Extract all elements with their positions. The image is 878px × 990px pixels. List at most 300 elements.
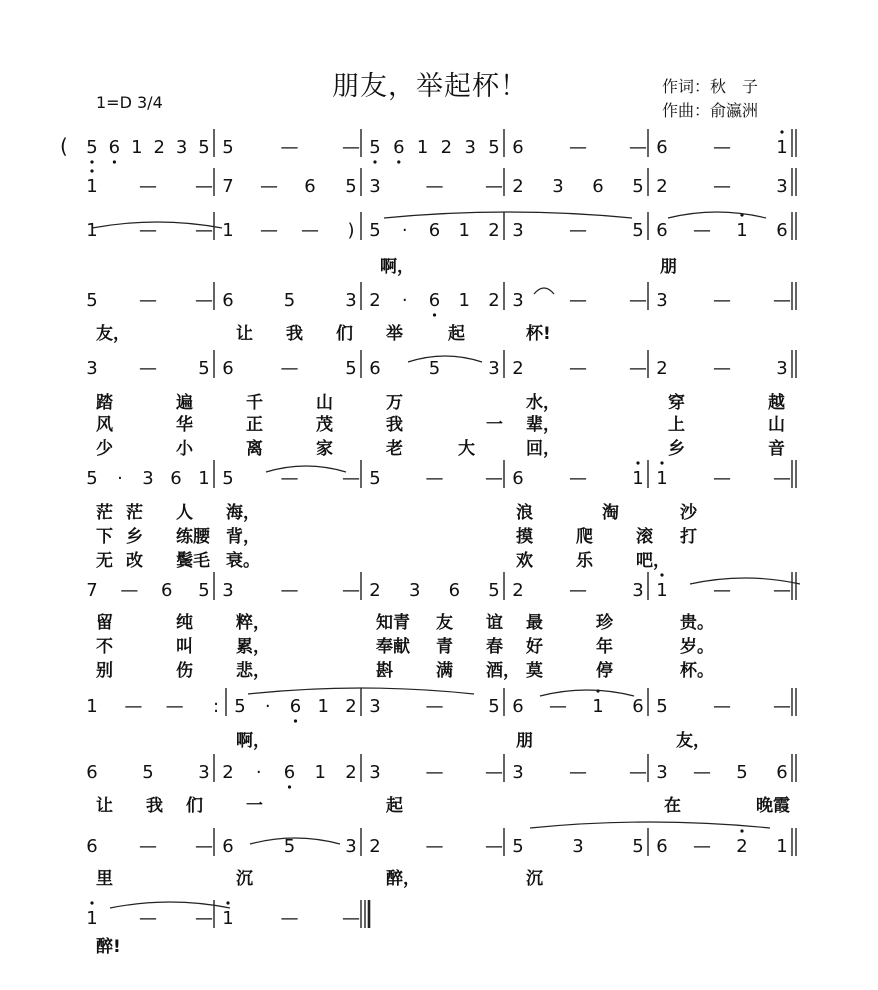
- lyric-syllable: 下: [96, 527, 113, 547]
- note: 5: [632, 836, 644, 857]
- note: —: [139, 176, 157, 197]
- note: 3: [175, 137, 188, 158]
- lyric-syllable: 风: [96, 415, 113, 435]
- note: —: [195, 290, 213, 311]
- note: —: [693, 762, 711, 783]
- high-octave-dot: [780, 130, 783, 133]
- lyric-syllable: 乐: [576, 551, 593, 571]
- note: 6: [289, 696, 302, 717]
- note: —: [165, 696, 184, 717]
- note: 1: [416, 137, 429, 158]
- note: —: [425, 836, 444, 857]
- note: —: [139, 220, 157, 241]
- note: —: [425, 696, 444, 717]
- note: 5: [222, 137, 234, 158]
- composer-credit: 作曲：俞瀛洲: [662, 101, 759, 120]
- note: 5: [345, 176, 357, 197]
- lyric-syllable: 水，: [526, 393, 560, 413]
- note: —: [280, 908, 299, 929]
- note: 2: [440, 137, 453, 158]
- note: 1: [736, 220, 748, 241]
- lyric-syllable: 谊: [486, 613, 503, 633]
- note: ): [347, 220, 355, 241]
- lyric-syllable: 衰。: [226, 551, 260, 571]
- note: 3: [656, 762, 668, 783]
- note: 5: [488, 580, 500, 601]
- note: —: [713, 137, 731, 158]
- lyric-syllable: 穿: [668, 393, 685, 413]
- note: 5: [234, 696, 246, 717]
- note: 6: [304, 176, 316, 197]
- lyric-syllable: 莫: [526, 661, 543, 681]
- lyric-syllable: 悲，: [236, 661, 270, 681]
- note: —: [301, 220, 319, 241]
- lyric-syllable: 友: [436, 613, 453, 633]
- note: 6: [448, 580, 461, 601]
- high-octave-dot: [636, 461, 639, 464]
- lyric-syllable: 欢: [516, 551, 533, 571]
- note: 6: [512, 468, 524, 489]
- note: 6: [86, 762, 98, 783]
- lyric-syllable: 改: [126, 551, 143, 571]
- note: 3: [512, 762, 524, 783]
- note: —: [569, 220, 587, 241]
- lyric-syllable: 青: [436, 637, 453, 657]
- note: —: [713, 580, 731, 601]
- lyric-syllable: 我: [386, 415, 403, 435]
- note: 2: [512, 358, 524, 379]
- note: 6: [656, 220, 668, 241]
- lyric-syllable: 晚霞: [756, 796, 790, 816]
- note: 5: [369, 220, 381, 241]
- note: 6: [776, 762, 788, 783]
- lyric-syllable: 遍: [176, 393, 193, 413]
- note: 3: [86, 358, 98, 379]
- note: 1: [222, 220, 234, 241]
- note: —: [629, 358, 647, 379]
- note: —: [713, 358, 731, 379]
- lyric-syllable: 离: [246, 439, 263, 459]
- note: —: [195, 908, 213, 929]
- note: 3: [198, 762, 210, 783]
- note: 6: [160, 580, 173, 601]
- lyric-syllable: 小: [176, 439, 193, 459]
- lyric-syllable: 春: [486, 637, 503, 657]
- lyric-syllable: 少: [96, 439, 113, 459]
- note: 5: [428, 358, 441, 379]
- lyric-syllable: 打: [680, 527, 697, 547]
- high-octave-dot: [740, 829, 743, 832]
- lyric-syllable: 人: [176, 503, 193, 523]
- note: 3: [656, 290, 668, 311]
- lyric-syllable: 粹，: [236, 613, 270, 633]
- note: 5: [488, 137, 500, 158]
- note: 5: [198, 137, 210, 158]
- note: —: [713, 176, 731, 197]
- note: —: [139, 908, 157, 929]
- note: —: [569, 137, 587, 158]
- note: 1: [458, 220, 470, 241]
- note: 6: [108, 137, 121, 158]
- note: 6: [776, 220, 788, 241]
- note: 3: [408, 580, 421, 601]
- note: 3: [572, 836, 584, 857]
- note: —: [139, 358, 157, 379]
- lyric-syllable: 酒，: [486, 661, 520, 681]
- note: 2: [222, 762, 234, 783]
- note: —: [713, 468, 731, 489]
- lyric-syllable: 奉献: [376, 637, 410, 657]
- lyric-syllable: 起: [386, 796, 403, 816]
- note: —: [485, 762, 503, 783]
- lyric-syllable: 啊，: [380, 257, 414, 277]
- lyric-syllable: 一: [486, 415, 503, 435]
- note: 3: [464, 137, 476, 158]
- note: —: [260, 176, 278, 197]
- note: 3: [488, 358, 500, 379]
- note: —: [139, 290, 157, 311]
- note: —: [629, 137, 647, 158]
- note: 1: [458, 290, 470, 311]
- note: 2: [369, 836, 381, 857]
- lyric-syllable: 们: [186, 796, 203, 816]
- song-title: 朋友，举起杯！: [332, 71, 528, 102]
- note: —: [569, 358, 587, 379]
- lyric-syllable: 醉!: [96, 937, 121, 957]
- note: 2: [345, 762, 357, 783]
- lyric-syllable: 不: [96, 637, 113, 657]
- slur: [668, 212, 766, 218]
- lyric-syllable: 淘: [602, 503, 619, 523]
- note: 3: [369, 762, 381, 783]
- slur: [534, 288, 554, 294]
- note: :: [212, 696, 220, 717]
- lyric-syllable: 别: [96, 661, 113, 681]
- lyric-syllable: 茫: [96, 503, 113, 523]
- high-octave-dot: [660, 461, 663, 464]
- lyric-syllable: 乡: [668, 439, 685, 459]
- low-octave-dot: [397, 160, 400, 163]
- note: 5: [142, 762, 154, 783]
- note: —: [260, 220, 278, 241]
- note: —: [139, 836, 157, 857]
- lyric-syllable: 让: [96, 796, 113, 816]
- lyric-syllable: 知青: [376, 613, 410, 633]
- lyric-syllable: 大: [458, 439, 475, 459]
- high-octave-dot: [226, 901, 229, 904]
- lyric-syllable: 纯: [176, 613, 193, 633]
- note: —: [195, 176, 213, 197]
- lyric-syllable: 叫: [176, 637, 193, 657]
- note: —: [120, 580, 139, 601]
- note: 3: [369, 176, 381, 197]
- lyric-syllable: 练腰: [176, 527, 210, 547]
- low-octave-dot: [373, 160, 376, 163]
- lyric-syllable: 沙: [680, 503, 697, 523]
- note: —: [342, 137, 360, 158]
- note: 1: [131, 137, 143, 158]
- lyric-syllable: 老: [386, 439, 403, 459]
- lyric-syllable: 杯!: [526, 324, 551, 344]
- note: 6: [393, 137, 405, 158]
- lyric-syllable: 正: [246, 415, 263, 435]
- note: ·: [264, 696, 271, 717]
- lyric-syllable: 越: [768, 393, 785, 413]
- note: 3: [142, 468, 154, 489]
- note: —: [485, 836, 503, 857]
- lyric-syllable: 我: [286, 324, 303, 344]
- note: —: [773, 468, 791, 489]
- note: 3: [369, 696, 381, 717]
- note: —: [549, 696, 567, 717]
- note: 1: [776, 137, 788, 158]
- lyric-syllable: 滚: [636, 527, 653, 547]
- high-octave-dot: [90, 901, 93, 904]
- lyric-syllable: 贵。: [680, 613, 714, 633]
- note: 1: [86, 176, 98, 197]
- lyric-syllable: 珍: [596, 613, 613, 633]
- note: 6: [656, 137, 668, 158]
- note: 1: [86, 696, 98, 717]
- lyric-syllable: 我: [146, 796, 163, 816]
- lyric-syllable: 万: [386, 393, 403, 413]
- note: 6: [632, 696, 644, 717]
- note: 5: [369, 137, 381, 158]
- note: —: [485, 176, 503, 197]
- lyric-syllable: 回，: [526, 439, 560, 459]
- note: 5: [283, 836, 296, 857]
- note: 1: [776, 836, 788, 857]
- lyric-syllable: 千: [246, 393, 263, 413]
- high-octave-dot: [660, 573, 663, 576]
- note: 6: [222, 358, 234, 379]
- note: 2: [369, 290, 381, 311]
- note: 1: [314, 762, 326, 783]
- lyric-syllable: 山: [316, 393, 333, 413]
- note: —: [342, 580, 360, 601]
- note: 3: [512, 290, 524, 311]
- lyric-syllable: 浪: [516, 503, 533, 523]
- lyric-syllable: 起: [448, 324, 465, 344]
- lyric-syllable: 爬: [576, 527, 593, 547]
- note: —: [569, 762, 587, 783]
- note: 3: [222, 580, 234, 601]
- lyric-syllable: 最: [526, 613, 543, 633]
- lyric-syllable: 里: [96, 869, 113, 889]
- note: 1: [222, 908, 234, 929]
- lyric-syllable: 踏: [96, 393, 113, 413]
- note: 3: [552, 176, 564, 197]
- note: 3: [345, 836, 357, 857]
- note: 5: [369, 468, 381, 489]
- note: —: [425, 468, 444, 489]
- lyric-syllable: 举: [386, 324, 403, 344]
- note: 5: [222, 468, 234, 489]
- note: 2: [656, 358, 668, 379]
- note: —: [773, 580, 791, 601]
- note: —: [425, 762, 444, 783]
- lyric-syllable: 乡: [126, 527, 143, 547]
- note: 6: [86, 836, 98, 857]
- note: 7: [86, 580, 98, 601]
- lyric-syllable: 杯。: [680, 661, 714, 681]
- note: 3: [776, 176, 788, 197]
- lyric-syllable: 伤: [176, 661, 193, 681]
- note: 5: [86, 290, 98, 311]
- note: 3: [632, 580, 644, 601]
- lyric-syllable: 留: [96, 613, 113, 633]
- note: 5: [736, 762, 748, 783]
- lyric-syllable: 斟: [376, 661, 393, 681]
- key-signature: 1=D 3/4: [96, 93, 163, 112]
- note: 2: [656, 176, 668, 197]
- lyric-syllable: 年: [596, 637, 613, 657]
- lyric-syllable: 上: [668, 415, 685, 435]
- note: 5: [86, 468, 98, 489]
- note: 5: [512, 836, 524, 857]
- slur: [266, 466, 346, 472]
- note: 2: [153, 137, 165, 158]
- lyric-syllable: 一: [246, 796, 263, 816]
- note: ·: [255, 762, 262, 783]
- note: 2: [369, 580, 381, 601]
- note: —: [569, 468, 587, 489]
- note: —: [773, 696, 791, 717]
- lyric-syllable: 累，: [236, 637, 270, 657]
- note: —: [425, 176, 444, 197]
- high-octave-dot: [90, 169, 93, 172]
- note: 5: [198, 358, 210, 379]
- low-octave-dot: [288, 785, 291, 788]
- note: —: [629, 762, 647, 783]
- note: —: [693, 836, 711, 857]
- note: —: [342, 468, 360, 489]
- lyric-syllable: 辈，: [526, 415, 560, 435]
- note: 1: [86, 908, 98, 929]
- note: 1: [592, 696, 604, 717]
- slur: [384, 212, 632, 218]
- lyric-syllable: 无: [96, 551, 113, 571]
- note: —: [342, 908, 360, 929]
- lyric-syllable: 啊，: [236, 731, 270, 751]
- note: —: [485, 468, 503, 489]
- note: 6: [428, 290, 441, 311]
- note: 6: [222, 290, 234, 311]
- note: 2: [512, 580, 524, 601]
- lyric-syllable: 家: [316, 439, 333, 459]
- note: ·: [401, 220, 408, 241]
- note: —: [195, 836, 213, 857]
- lyric-syllable: 友，: [96, 324, 130, 344]
- note: —: [280, 358, 299, 379]
- note: 7: [222, 176, 234, 197]
- lyric-syllable: 们: [336, 324, 353, 344]
- note: —: [195, 220, 213, 241]
- note: ·: [401, 290, 408, 311]
- lyric-syllable: 鬓毛: [176, 551, 210, 571]
- note: 1: [656, 580, 668, 601]
- note: 5: [198, 580, 210, 601]
- lyric-syllable: 华: [176, 415, 193, 435]
- lyricist-credit: 作词：秋 子: [662, 77, 759, 96]
- lyric-syllable: 沉: [526, 869, 543, 889]
- lyric-syllable: 让: [236, 324, 253, 344]
- lyric-syllable: 朋: [516, 731, 533, 751]
- lyric-syllable: 茫: [126, 503, 143, 523]
- note: 2: [736, 836, 748, 857]
- lyric-syllable: 在: [664, 796, 681, 816]
- lyric-syllable: 音: [768, 439, 785, 459]
- note: 5: [656, 696, 668, 717]
- lyric-syllable: 沉: [236, 869, 253, 889]
- lyric-syllable: 满: [436, 661, 453, 681]
- lyric-syllable: 岁。: [680, 637, 714, 657]
- note: 5: [488, 696, 500, 717]
- note: —: [713, 290, 731, 311]
- note: —: [124, 696, 143, 717]
- lyric-syllable: 海，: [226, 503, 260, 523]
- note: 2: [345, 696, 357, 717]
- note: 1: [632, 468, 644, 489]
- note: 6: [656, 836, 668, 857]
- note: 2: [488, 290, 500, 311]
- note: 3: [512, 220, 524, 241]
- note: 6: [170, 468, 182, 489]
- note: 6: [283, 762, 296, 783]
- note: —: [569, 580, 587, 601]
- lyric-syllable: 友，: [676, 731, 710, 751]
- note: 6: [512, 137, 524, 158]
- note: 5: [86, 137, 98, 158]
- note: 3: [345, 290, 357, 311]
- note: 6: [222, 836, 234, 857]
- note: 6: [369, 358, 381, 379]
- lyric-syllable: 茂: [316, 415, 333, 435]
- open-paren: (: [60, 134, 68, 158]
- note: —: [693, 220, 711, 241]
- lyric-syllable: 山: [768, 415, 785, 435]
- low-octave-dot: [113, 160, 116, 163]
- note: 3: [776, 358, 788, 379]
- lyric-syllable: 朋: [660, 257, 677, 277]
- note: 6: [592, 176, 604, 197]
- lyric-syllable: 醉，: [386, 869, 420, 889]
- lyric-syllable: 停: [596, 661, 613, 681]
- note: 2: [488, 220, 500, 241]
- note: 1: [317, 696, 329, 717]
- note: 1: [86, 220, 98, 241]
- note: 5: [632, 220, 644, 241]
- note: —: [280, 580, 299, 601]
- note: ·: [117, 468, 123, 489]
- note: —: [280, 137, 299, 158]
- note: 6: [512, 696, 524, 717]
- lyric-syllable: 吧，: [636, 551, 670, 571]
- lyric-syllable: 摸: [516, 527, 533, 547]
- note: —: [280, 468, 299, 489]
- slur: [530, 822, 770, 828]
- note: 6: [428, 220, 441, 241]
- note: 5: [632, 176, 644, 197]
- lyric-syllable: 好: [526, 637, 543, 657]
- note: —: [713, 696, 731, 717]
- low-octave-dot: [433, 313, 436, 316]
- low-octave-dot: [90, 160, 93, 163]
- note: —: [773, 290, 791, 311]
- note: 5: [283, 290, 296, 311]
- slur: [408, 356, 482, 362]
- note: 1: [198, 468, 210, 489]
